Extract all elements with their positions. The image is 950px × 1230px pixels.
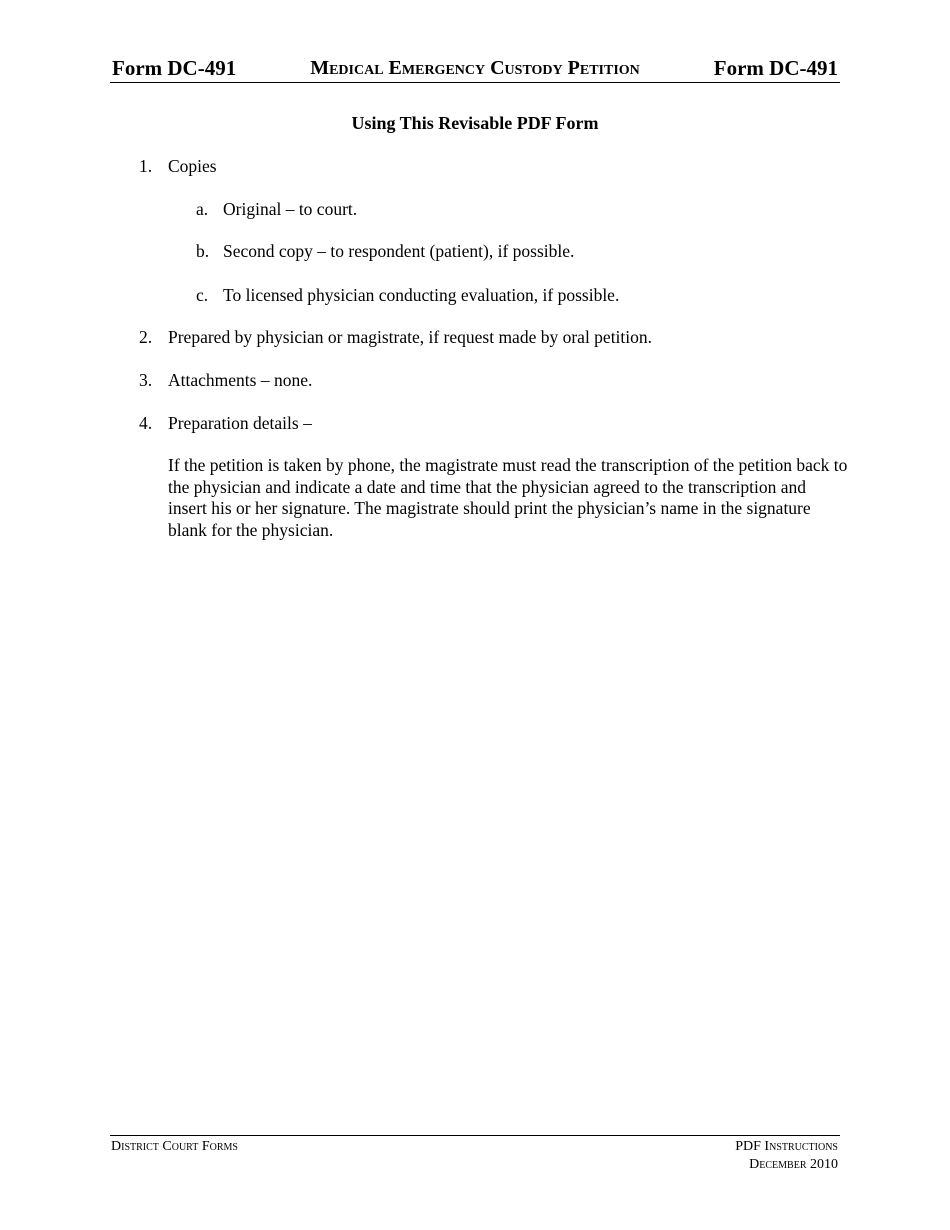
item-1-text: Copies bbox=[168, 156, 217, 176]
subitem-b-text: Second copy – to respondent (patient), if possible. bbox=[223, 241, 575, 261]
page-header bbox=[110, 56, 840, 83]
header-form-title: Medical Emergency Custody Petition bbox=[310, 57, 640, 79]
footer-rule bbox=[110, 1135, 840, 1136]
page-title: Using This Revisable PDF Form bbox=[351, 113, 599, 133]
subitem-a-letter: a. bbox=[196, 199, 209, 219]
item-2-number: 2. bbox=[139, 327, 153, 347]
item-1-number: 1. bbox=[139, 156, 153, 176]
footer-right-line1: PDF Instructions bbox=[735, 1139, 838, 1154]
header-form-number-left: Form DC-491 bbox=[112, 56, 237, 80]
subitem-c-letter: c. bbox=[196, 285, 209, 305]
footer-left: District Court Forms bbox=[111, 1139, 238, 1154]
footer-right-line2: December 2010 bbox=[749, 1157, 838, 1172]
header-form-number-right: Form DC-491 bbox=[713, 56, 838, 80]
subitem-a-text: Original – to court. bbox=[223, 199, 358, 219]
item-4-text: Preparation details – bbox=[168, 413, 312, 433]
item-4-number: 4. bbox=[139, 413, 153, 433]
item-3-number: 3. bbox=[139, 370, 153, 390]
subitem-c-text: To licensed physician conducting evaluation, if possible. bbox=[223, 285, 620, 305]
item-3-text: Attachments – none. bbox=[168, 370, 313, 390]
preparation-details-paragraph: If the petition is taken by phone, the magistrate must read the transcription of the petition back to the physician and indicate a date and time that the physician agreed to the transcription and insert his or her signature. The magistrate should print the physician’s name in the signature blank for the physician. bbox=[168, 455, 848, 540]
item-2-text: Prepared by physician or magistrate, if request made by oral petition. bbox=[168, 327, 653, 347]
subitem-b-letter: b. bbox=[196, 241, 210, 261]
